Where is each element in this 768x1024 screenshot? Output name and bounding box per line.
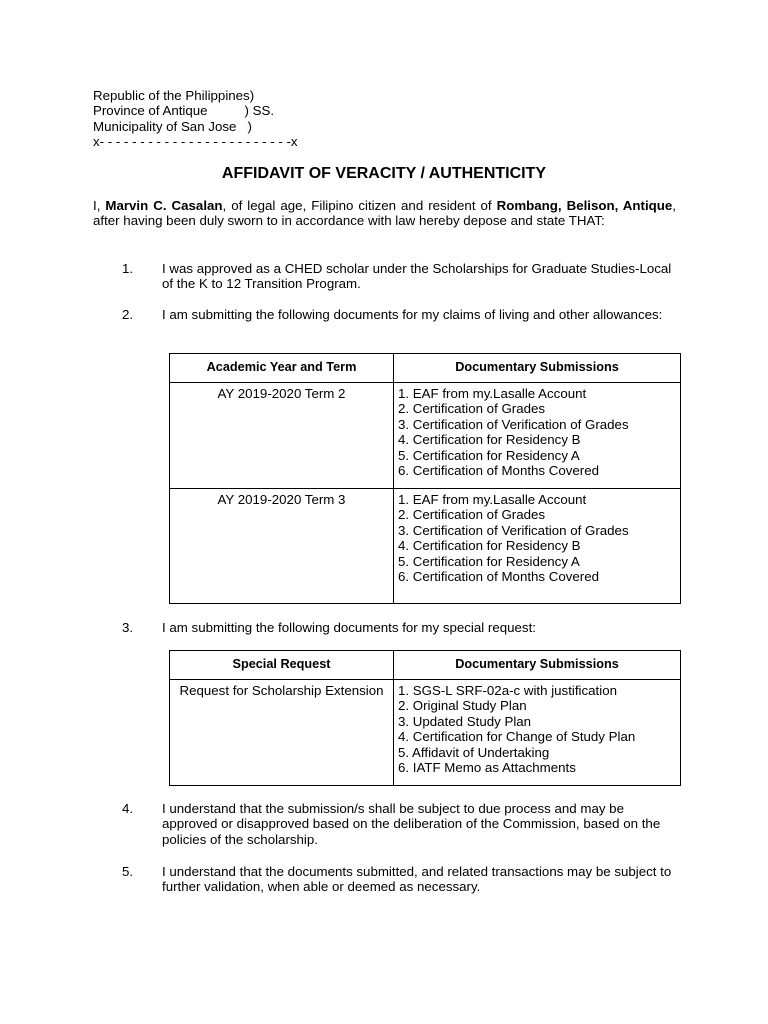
affiant-address: Rombang, Belison, Antique [496, 198, 673, 213]
intro-prefix: I, [93, 198, 106, 213]
document-item: 3. Certification of Verification of Grades [398, 522, 629, 538]
affiant-name: Marvin C. Casalan [105, 198, 223, 213]
document-item: 5. Affidavit of Undertaking [398, 744, 550, 760]
statement-text: I am submitting the following documents for my special request: [162, 620, 536, 635]
document-item: 1. EAF from my.Lasalle Account [398, 492, 587, 507]
document-item: 1. SGS-L SRF-02a-c with justification [398, 683, 617, 698]
document-item: 6. IATF Memo as Attachments [398, 760, 576, 776]
statement-text: I was approved as a CHED scholar under the Scholarships for Graduate Studies-Local of the K to 12 Transition Program. [162, 261, 672, 292]
document-item: 2. Certification of Grades [398, 401, 546, 417]
document-item: 4. Certification for Change of Study Plan [398, 729, 636, 745]
header-republic: Republic of the Philippines) [93, 88, 255, 103]
document-item: 4. Certification for Residency B [398, 538, 581, 554]
header-province: Province of Antique ) SS. [93, 103, 275, 119]
statement-number: 1. [122, 261, 134, 276]
document-item: 2. Certification of Grades [398, 507, 546, 523]
statement-number: 5. [122, 864, 134, 879]
term-cell: AY 2019-2020 Term 3 [170, 489, 394, 604]
intro-paragraph [93, 198, 676, 229]
table-row [170, 489, 681, 604]
column-header: Academic Year and Term [170, 354, 394, 383]
intro-middle: , of legal age, Filipino citizen and resident of [222, 198, 497, 213]
documents-cell [394, 489, 681, 604]
table-row [170, 383, 681, 489]
document-item: 6. Certification of Months Covered [398, 463, 600, 479]
intro-suffix: , after having been duly sworn to in accordance with law hereby depose and state THAT: [93, 198, 676, 229]
request-cell: Request for Scholarship Extension [170, 680, 394, 786]
document-item: 1. EAF from my.Lasalle Account [398, 386, 587, 401]
header-municipality: Municipality of San Jose ) [93, 118, 252, 134]
statement-number: 2. [122, 307, 134, 322]
statement-text: I am submitting the following documents for my claims of living and other allowances: [162, 307, 663, 322]
document-item: 5. Certification for Residency A [398, 553, 580, 569]
document-item: 3. Updated Study Plan [398, 713, 532, 729]
document-item: 3. Certification of Verification of Grades [398, 416, 629, 432]
statement-text: I understand that the submission/s shall be subject to due process and may be approved or disapproved based on the deliberation of the Commission, based on the policies of the scholarship. [162, 801, 661, 847]
header-separator: x- - - - - - - - - - - - - - - - - - - - - - - -x [93, 134, 298, 150]
document-title: AFFIDAVIT OF VERACITY / AUTHENTICITY [221, 165, 547, 182]
term-cell: AY 2019-2020 Term 2 [170, 383, 394, 489]
table-header-row [170, 354, 681, 383]
document-item: 2. Original Study Plan [398, 698, 527, 714]
document-item: 4. Certification for Residency B [398, 432, 581, 448]
special-request-table [169, 650, 681, 786]
statement-number: 4. [122, 801, 134, 816]
document-item: 5. Certification for Residency A [398, 447, 580, 463]
statement-text: I understand that the documents submitted, and related transactions may be subject to further validation, when able or deemed as necessary. [162, 864, 672, 895]
allowances-table [169, 353, 681, 604]
column-header: Special Request [170, 651, 394, 680]
table-header-row [170, 651, 681, 680]
documents-cell [394, 680, 681, 786]
table-row [170, 680, 681, 786]
venue-header [93, 88, 298, 150]
document-item: 6. Certification of Months Covered [398, 569, 600, 585]
documents-cell [394, 383, 681, 489]
statement-number: 3. [122, 620, 134, 635]
column-header: Documentary Submissions [394, 651, 681, 680]
column-header: Documentary Submissions [394, 354, 681, 383]
